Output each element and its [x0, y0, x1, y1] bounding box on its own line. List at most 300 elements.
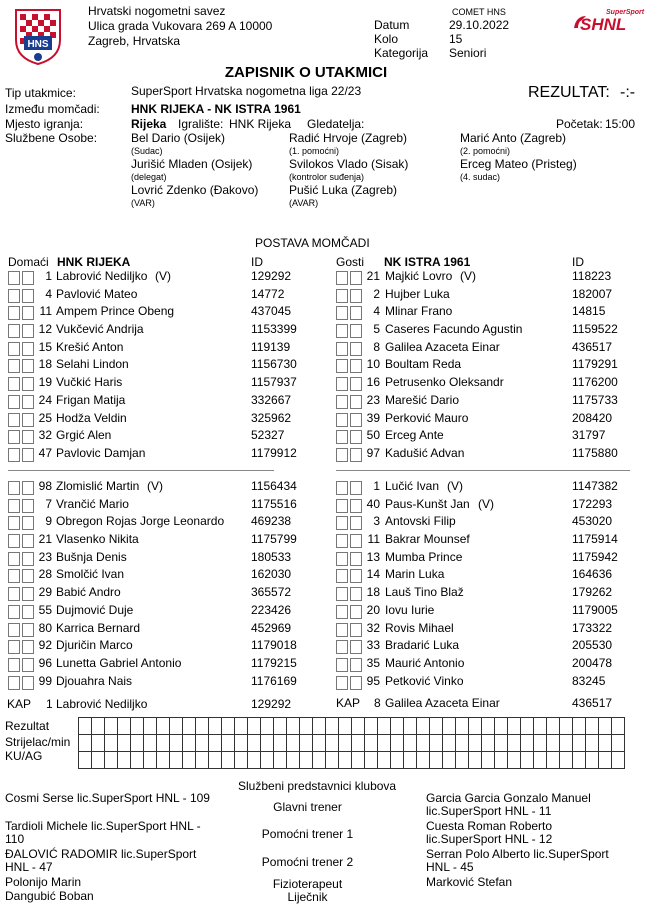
home-kap-num: 1 — [46, 697, 53, 711]
score-cell-rezultat[interactable] — [365, 718, 378, 735]
player-id: 14815 — [572, 304, 606, 319]
score-cell-ku[interactable] — [430, 752, 443, 769]
player-checkbox-1[interactable] — [8, 499, 20, 513]
player-name: Bakrar Mounsef — [385, 532, 470, 547]
player-row — [8, 497, 308, 515]
score-cell-ku[interactable] — [313, 752, 326, 769]
player-checkbox-1[interactable] — [8, 377, 20, 391]
score-cell-rezultat[interactable] — [222, 718, 235, 735]
player-checkbox-1[interactable] — [336, 377, 348, 391]
player-row — [336, 287, 636, 305]
away-label: Gosti — [336, 255, 365, 269]
player-id: 325962 — [251, 410, 292, 425]
score-cell-strijelac[interactable] — [378, 735, 391, 752]
score-cell-ku[interactable] — [339, 752, 352, 769]
score-cell-rezultat[interactable] — [313, 718, 326, 735]
player-row — [8, 375, 308, 393]
score-cell-ku[interactable] — [586, 752, 599, 769]
player-checkbox-1[interactable] — [8, 516, 20, 530]
score-cell-rezultat[interactable] — [105, 718, 118, 735]
score-cell-rezultat[interactable] — [391, 718, 404, 735]
player-number: 5 — [373, 322, 380, 337]
player-row — [336, 393, 636, 411]
score-cell-rezultat[interactable] — [170, 718, 183, 735]
score-cell-ku[interactable] — [118, 752, 131, 769]
org-address: Ulica grada Vukovara 269 A 10000 — [88, 19, 273, 33]
score-cell-rezultat[interactable] — [157, 718, 170, 735]
player-number: 25 — [38, 410, 52, 425]
staff-role: Pomoćni trener 2 — [261, 855, 354, 869]
score-cell-ku[interactable] — [79, 752, 92, 769]
player-checkbox-1[interactable] — [336, 289, 348, 303]
score-cell-rezultat[interactable] — [534, 718, 547, 735]
home-kap-id: 129292 — [251, 697, 292, 711]
player-checkbox-1[interactable] — [336, 499, 348, 513]
score-cell-rezultat[interactable] — [92, 718, 105, 735]
official-name: Erceg Mateo (Pristeg) — [460, 157, 577, 171]
score-cell-ku[interactable] — [92, 752, 105, 769]
score-cell-ku[interactable] — [287, 752, 300, 769]
score-cell-strijelac[interactable] — [430, 735, 443, 752]
player-number: 14 — [366, 567, 380, 582]
player-id: 332667 — [251, 392, 292, 407]
official-name: Svilokos Vlado (Sisak) — [289, 157, 409, 171]
score-cell-strijelac[interactable] — [521, 735, 534, 752]
player-number: 99 — [38, 673, 52, 688]
player-name: Vučkić Haris — [56, 375, 123, 390]
player-row — [8, 322, 308, 340]
player-id: 1157937 — [251, 375, 297, 390]
player-id: 172293 — [572, 496, 613, 511]
player-name: Vrančić Mario — [56, 496, 129, 511]
player-checkbox-1[interactable] — [8, 413, 20, 427]
player-row — [8, 269, 308, 287]
score-cell-ku[interactable] — [508, 752, 521, 769]
score-cell-ku[interactable] — [196, 752, 209, 769]
system-label: COMET HNS — [452, 7, 506, 17]
player-checkbox-1[interactable] — [336, 306, 348, 320]
player-id: 1175880 — [572, 445, 618, 460]
player-number: 1 — [373, 479, 380, 493]
score-cell-strijelac[interactable] — [170, 735, 183, 752]
score-cell-strijelac[interactable] — [92, 735, 105, 752]
score-cell-rezultat[interactable] — [586, 718, 599, 735]
score-cell-ku[interactable] — [144, 752, 157, 769]
player-row — [8, 603, 308, 621]
score-cell-strijelac[interactable] — [248, 735, 261, 752]
player-checkbox-1[interactable] — [8, 342, 20, 356]
player-name: Dujmović Duje — [56, 602, 134, 617]
score-cell-strijelac[interactable] — [547, 735, 560, 752]
player-row — [336, 567, 636, 585]
player-tag: (V) — [147, 479, 163, 493]
player-checkbox-1[interactable] — [336, 676, 348, 690]
score-cell-strijelac[interactable] — [144, 735, 157, 752]
player-checkbox-1[interactable] — [8, 552, 20, 566]
score-cell-strijelac[interactable] — [391, 735, 404, 752]
player-name: Paus-Kunšt Jan — [385, 496, 470, 511]
score-cell-ku[interactable] — [157, 752, 170, 769]
score-cell-rezultat[interactable] — [599, 718, 612, 735]
score-cell-strijelac[interactable] — [586, 735, 599, 752]
player-number: 50 — [366, 428, 380, 443]
player-name: Selahi Lindon — [56, 357, 129, 372]
player-checkbox-1[interactable] — [8, 605, 20, 619]
player-number: 20 — [366, 602, 380, 617]
player-name: Mlinar Frano — [385, 304, 453, 319]
player-checkbox-1[interactable] — [336, 552, 348, 566]
player-row — [336, 638, 636, 656]
player-name: Rovis Mihael — [385, 620, 454, 635]
player-id: 436517 — [572, 339, 613, 354]
score-cell-rezultat[interactable] — [469, 718, 482, 735]
score-cell-strijelac[interactable] — [183, 735, 196, 752]
score-cell-strijelac[interactable] — [599, 735, 612, 752]
score-cell-strijelac[interactable] — [79, 735, 92, 752]
player-checkbox-1[interactable] — [336, 640, 348, 654]
player-number: 47 — [38, 445, 52, 460]
player-row — [8, 479, 308, 497]
player-checkbox-1[interactable] — [336, 623, 348, 637]
player-checkbox-1[interactable] — [8, 395, 20, 409]
player-checkbox-1[interactable] — [336, 587, 348, 601]
player-checkbox-1[interactable] — [336, 658, 348, 672]
player-number: 39 — [366, 410, 380, 425]
player-name: Caseres Facundo Agustin — [385, 322, 523, 337]
player-checkbox-1[interactable] — [8, 289, 20, 303]
player-checkbox-1[interactable] — [336, 395, 348, 409]
player-number: 97 — [366, 445, 380, 460]
score-cell-rezultat[interactable] — [274, 718, 287, 735]
score-cell-rezultat[interactable] — [79, 718, 92, 735]
player-row — [336, 269, 636, 287]
score-cell-strijelac[interactable] — [118, 735, 131, 752]
player-checkbox-1[interactable] — [8, 587, 20, 601]
player-name: Krešić Anton — [56, 339, 124, 354]
score-cell-strijelac[interactable] — [534, 735, 547, 752]
player-id: 453020 — [572, 514, 613, 529]
player-number: 95 — [366, 673, 380, 688]
igraliste-label: Igralište: — [178, 117, 224, 131]
score-cell-ku[interactable] — [326, 752, 339, 769]
score-cell-strijelac[interactable] — [105, 735, 118, 752]
player-checkbox-1[interactable] — [8, 569, 20, 583]
score-cell-ku[interactable] — [560, 752, 573, 769]
player-row — [8, 446, 308, 464]
player-name: Smolčić Ivan — [56, 567, 125, 582]
score-cell-strijelac[interactable] — [222, 735, 235, 752]
score-cell-strijelac[interactable] — [365, 735, 378, 752]
player-checkbox-1[interactable] — [8, 359, 20, 373]
player-name: Iovu Iurie — [385, 602, 435, 617]
score-cell-rezultat[interactable] — [339, 718, 352, 735]
score-cell-rezultat[interactable] — [248, 718, 261, 735]
official-name: Bel Dario (Osijek) — [131, 131, 226, 145]
player-checkbox-1[interactable] — [336, 516, 348, 530]
player-checkbox-1[interactable] — [8, 534, 20, 548]
player-checkbox-1[interactable] — [336, 534, 348, 548]
player-name: Pavlovic Damjan — [56, 445, 146, 460]
score-cell-strijelac[interactable] — [287, 735, 300, 752]
away-kap-label: KAP — [336, 696, 361, 710]
score-cell-rezultat[interactable] — [131, 718, 144, 735]
score-cell-strijelac[interactable] — [209, 735, 222, 752]
player-row — [8, 304, 308, 322]
score-cell-strijelac[interactable] — [352, 735, 365, 752]
away-staff-member: Serran Polo Alberto lic.SuperSport HNL - 45 — [426, 847, 609, 874]
player-checkbox-1[interactable] — [336, 430, 348, 444]
score-cell-ku[interactable] — [261, 752, 274, 769]
player-row — [8, 287, 308, 305]
player-id: 1175799 — [251, 532, 297, 547]
club-reps-title: Službeni predstavnici klubova — [238, 779, 397, 793]
player-id: 129292 — [251, 269, 292, 283]
player-number: 28 — [38, 567, 52, 582]
player-name: Zlomislić Martin — [56, 479, 140, 493]
score-cell-ku[interactable] — [235, 752, 248, 769]
home-kap-label: KAP — [7, 697, 32, 711]
player-checkbox-1[interactable] — [336, 359, 348, 373]
score-cell-ku[interactable] — [105, 752, 118, 769]
player-name: Petković Vinko — [385, 673, 464, 688]
player-row — [336, 550, 636, 568]
score-cell-rezultat[interactable] — [404, 718, 417, 735]
score-cell-ku[interactable] — [365, 752, 378, 769]
player-row — [336, 479, 636, 497]
player-row — [336, 674, 636, 692]
score-cell-ku[interactable] — [274, 752, 287, 769]
score-cell-strijelac[interactable] — [274, 735, 287, 752]
score-cell-rezultat[interactable] — [235, 718, 248, 735]
mjesto-label: Mjesto igranja: — [5, 117, 84, 131]
player-number: 21 — [366, 269, 380, 283]
player-row — [336, 446, 636, 464]
score-cell-ku[interactable] — [131, 752, 144, 769]
score-cell-strijelac[interactable] — [261, 735, 274, 752]
osobe-label: Službene Osobe: — [5, 131, 98, 145]
score-cell-strijelac[interactable] — [508, 735, 521, 752]
score-cell-rezultat[interactable] — [352, 718, 365, 735]
official-role: (AVAR) — [289, 198, 319, 208]
score-cell-rezultat[interactable] — [495, 718, 508, 735]
score-cell-ku[interactable] — [599, 752, 612, 769]
score-cell-ku[interactable] — [482, 752, 495, 769]
player-id: 200478 — [572, 655, 613, 670]
score-cell-ku[interactable] — [573, 752, 586, 769]
score-cell-ku[interactable] — [417, 752, 430, 769]
player-checkbox-1[interactable] — [8, 640, 20, 654]
score-grid — [78, 717, 625, 769]
tip-value: SuperSport Hrvatska nogometna liga 22/23 — [131, 84, 362, 98]
player-row — [336, 411, 636, 429]
score-cell-strijelac[interactable] — [300, 735, 313, 752]
player-number: 40 — [366, 496, 380, 511]
score-cell-rezultat[interactable] — [144, 718, 157, 735]
score-cell-rezultat[interactable] — [300, 718, 313, 735]
org-city: Zagreb, Hrvatska — [88, 34, 181, 48]
player-id: 83245 — [572, 673, 606, 688]
score-cell-strijelac[interactable] — [495, 735, 508, 752]
player-id: 173322 — [572, 620, 613, 635]
score-cell-ku[interactable] — [209, 752, 222, 769]
score-cell-strijelac[interactable] — [482, 735, 495, 752]
score-cell-strijelac[interactable] — [469, 735, 482, 752]
score-cell-rezultat[interactable] — [508, 718, 521, 735]
player-id: 1175942 — [572, 549, 618, 564]
score-cell-rezultat[interactable] — [261, 718, 274, 735]
player-checkbox-1[interactable] — [336, 448, 348, 462]
player-tag: (V) — [478, 496, 494, 511]
score-cell-strijelac[interactable] — [612, 735, 625, 752]
player-number: 32 — [366, 620, 380, 635]
player-name: Perković Mauro — [385, 410, 469, 425]
player-row — [8, 550, 308, 568]
score-cell-strijelac[interactable] — [443, 735, 456, 752]
player-id: 437045 — [251, 304, 292, 319]
player-checkbox-1[interactable] — [8, 306, 20, 320]
score-cell-strijelac[interactable] — [560, 735, 573, 752]
player-row — [8, 638, 308, 656]
score-cell-rezultat[interactable] — [521, 718, 534, 735]
away-id-header: ID — [572, 255, 584, 269]
score-cell-rezultat[interactable] — [482, 718, 495, 735]
score-cell-ku[interactable] — [495, 752, 508, 769]
score-cell-rezultat[interactable] — [326, 718, 339, 735]
official-role: (VAR) — [131, 198, 155, 208]
score-cell-ku[interactable] — [378, 752, 391, 769]
score-cell-ku[interactable] — [612, 752, 625, 769]
score-cell-rezultat[interactable] — [118, 718, 131, 735]
player-name: Antovski Filip — [385, 514, 456, 529]
player-id: 1147382 — [572, 479, 618, 493]
score-cell-rezultat[interactable] — [209, 718, 222, 735]
player-row — [8, 674, 308, 692]
player-id: 365572 — [251, 585, 292, 600]
score-cell-ku[interactable] — [469, 752, 482, 769]
player-checkbox-1[interactable] — [8, 623, 20, 637]
player-name: Karrica Bernard — [56, 620, 141, 635]
hns-logo — [12, 6, 64, 66]
score-cell-ku[interactable] — [183, 752, 196, 769]
score-cell-ku[interactable] — [443, 752, 456, 769]
org-name: Hrvatski nogometni savez — [88, 4, 226, 18]
player-id: 1179912 — [251, 445, 297, 460]
player-checkbox-1[interactable] — [336, 481, 348, 495]
score-cell-rezultat[interactable] — [430, 718, 443, 735]
score-cell-ku[interactable] — [352, 752, 365, 769]
player-row — [8, 411, 308, 429]
score-cell-rezultat[interactable] — [573, 718, 586, 735]
score-cell-rezultat[interactable] — [287, 718, 300, 735]
svg-text:HNS: HNS — [27, 39, 49, 50]
away-staff-member: Marković Stefan — [426, 875, 513, 889]
score-cell-ku[interactable] — [391, 752, 404, 769]
player-checkbox-1[interactable] — [8, 430, 20, 444]
score-cell-strijelac[interactable] — [131, 735, 144, 752]
player-checkbox-1[interactable] — [336, 271, 348, 285]
player-name: Labrović Nediljko — [56, 269, 148, 283]
strijelac-row-label: Strijelac/min — [5, 735, 71, 749]
score-cell-rezultat[interactable] — [183, 718, 196, 735]
home-staff-member: ĐALOVIĆ RADOMIR lic.SuperSport HNL - 47 — [5, 847, 197, 874]
player-checkbox-1[interactable] — [336, 569, 348, 583]
player-checkbox-1[interactable] — [336, 605, 348, 619]
staff-role: Liječnik — [287, 890, 328, 904]
score-cell-strijelac[interactable] — [404, 735, 417, 752]
player-name: Frigan Matija — [56, 392, 126, 407]
player-row — [8, 532, 308, 550]
score-cell-rezultat[interactable] — [456, 718, 469, 735]
score-cell-rezultat[interactable] — [612, 718, 625, 735]
score-cell-rezultat[interactable] — [196, 718, 209, 735]
player-row — [8, 340, 308, 358]
player-checkbox-1[interactable] — [336, 413, 348, 427]
player-number: 2 — [373, 286, 380, 301]
score-cell-strijelac[interactable] — [456, 735, 469, 752]
player-id: 469238 — [251, 514, 292, 529]
score-cell-strijelac[interactable] — [573, 735, 586, 752]
player-checkbox-1[interactable] — [8, 324, 20, 338]
player-checkbox-1[interactable] — [8, 481, 20, 495]
score-cell-strijelac[interactable] — [417, 735, 430, 752]
player-row — [336, 514, 636, 532]
score-cell-ku[interactable] — [534, 752, 547, 769]
score-cell-ku[interactable] — [248, 752, 261, 769]
player-number: 18 — [366, 585, 380, 600]
score-cell-strijelac[interactable] — [196, 735, 209, 752]
score-cell-rezultat[interactable] — [443, 718, 456, 735]
score-cell-rezultat[interactable] — [378, 718, 391, 735]
score-cell-strijelac[interactable] — [326, 735, 339, 752]
player-checkbox-1[interactable] — [8, 448, 20, 462]
score-cell-strijelac[interactable] — [235, 735, 248, 752]
player-checkbox-1[interactable] — [336, 342, 348, 356]
score-cell-rezultat[interactable] — [547, 718, 560, 735]
player-number: 4 — [373, 304, 380, 319]
away-team-name: NK ISTRA 1961 — [384, 255, 471, 269]
score-cell-rezultat[interactable] — [417, 718, 430, 735]
away-subs — [336, 479, 636, 691]
score-cell-ku[interactable] — [222, 752, 235, 769]
player-name: Galilea Azaceta Einar — [385, 339, 500, 354]
score-cell-ku[interactable] — [456, 752, 469, 769]
rezultat-label: REZULTAT: — [528, 84, 610, 101]
score-cell-ku[interactable] — [170, 752, 183, 769]
staff-role: Pomoćni trener 1 — [261, 827, 354, 841]
score-cell-rezultat[interactable] — [560, 718, 573, 735]
score-cell-ku[interactable] — [521, 752, 534, 769]
score-cell-strijelac[interactable] — [339, 735, 352, 752]
player-checkbox-1[interactable] — [336, 324, 348, 338]
score-cell-ku[interactable] — [300, 752, 313, 769]
official-name: Marić Anto (Zagreb) — [460, 131, 567, 145]
score-cell-ku[interactable] — [547, 752, 560, 769]
official-role: (delegat) — [131, 172, 167, 182]
player-checkbox-1[interactable] — [8, 658, 20, 672]
player-name: Vukčević Andrija — [56, 322, 144, 337]
score-cell-strijelac[interactable] — [313, 735, 326, 752]
score-cell-strijelac[interactable] — [157, 735, 170, 752]
datum-value: 29.10.2022 — [449, 18, 510, 32]
player-row — [336, 375, 636, 393]
kolo-label: Kolo — [374, 32, 399, 46]
score-cell-ku[interactable] — [404, 752, 417, 769]
svg-text:SHNL: SHNL — [580, 15, 627, 34]
player-checkbox-1[interactable] — [8, 676, 20, 690]
player-checkbox-1[interactable] — [8, 271, 20, 285]
player-number: 19 — [38, 375, 52, 390]
home-staff-member: Polonijo Marin — [5, 875, 82, 889]
